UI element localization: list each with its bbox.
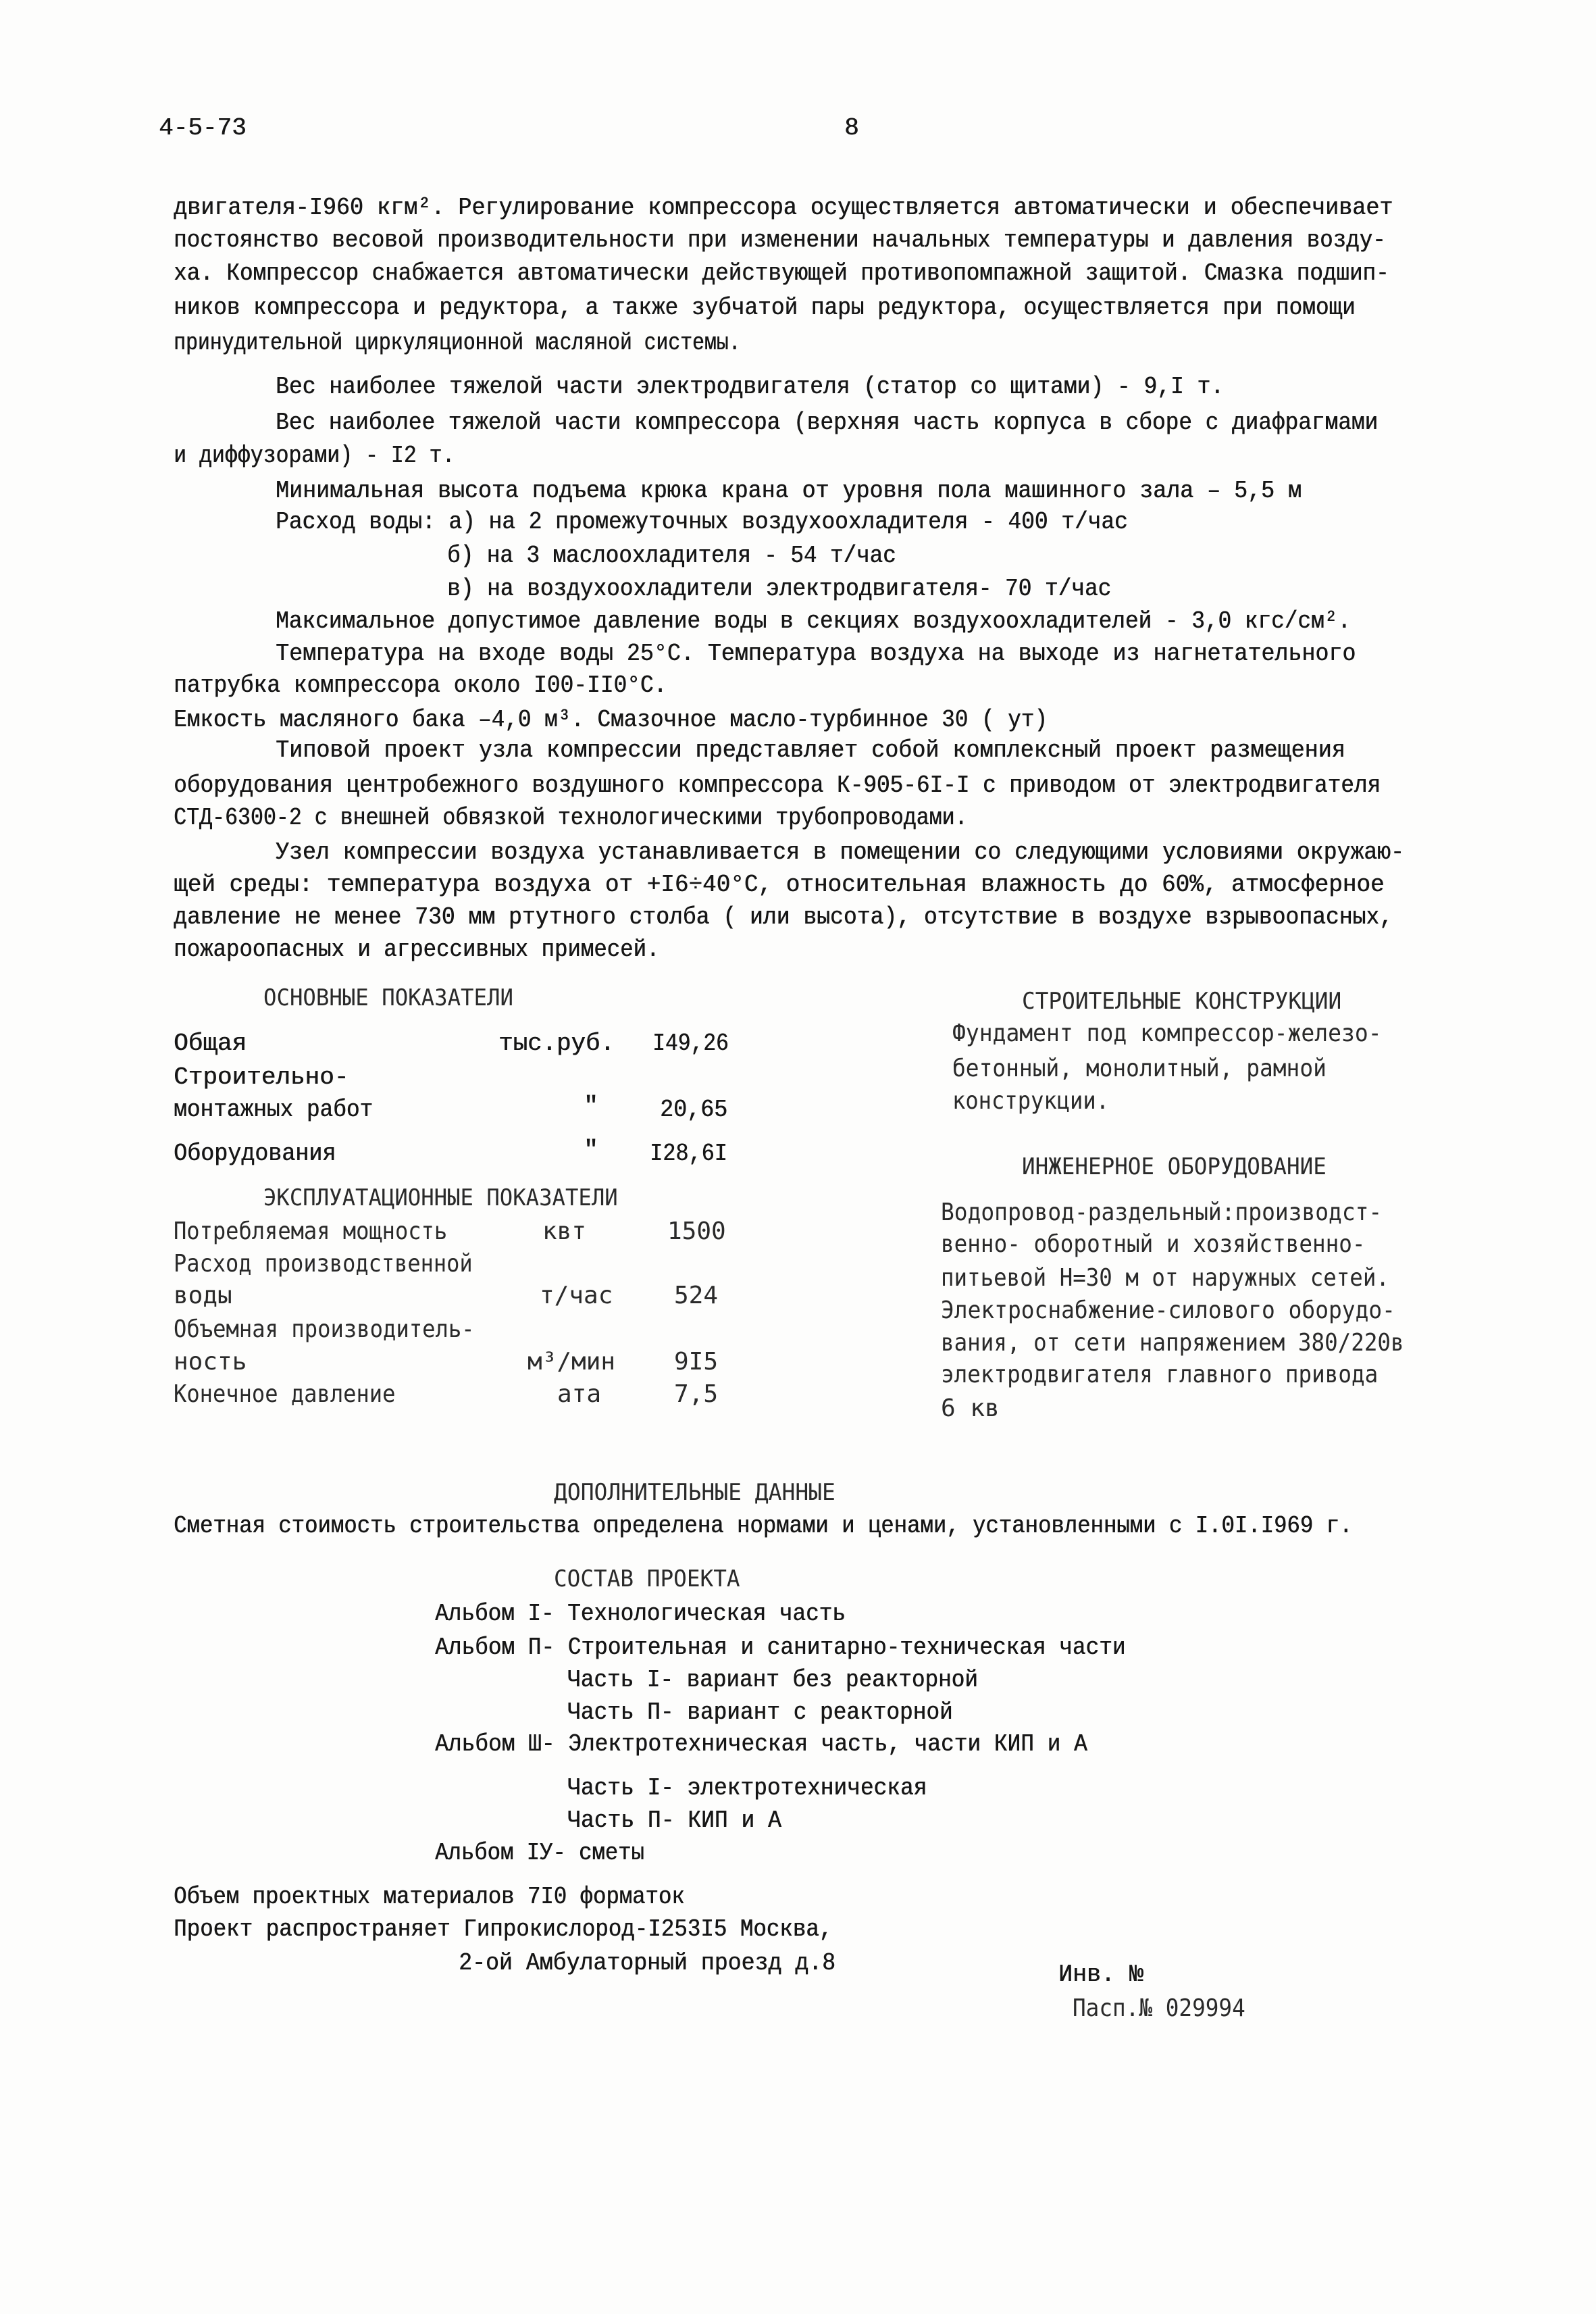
indicator-value: I49,26 [652, 1030, 729, 1057]
text-line: венно- оборотный и хозяйственно- [941, 1230, 1366, 1258]
operational-indicators-title: ЭКСПЛУАТАЦИОННЫЕ ПОКАЗАТЕЛИ [263, 1184, 618, 1211]
text-line: Вес наиболее тяжелой части электродвигателя (статор со щитами) - 9,I т. [276, 373, 1224, 401]
text-line: двигателя-I960 кгм². Регулирование компрессора осуществляется автоматически и обеспечивает [174, 194, 1393, 222]
album-item: Альбом Ш- Электротехническая часть, части КИП и А [435, 1730, 1087, 1758]
indicator-label: монтажных работ [174, 1096, 374, 1124]
inventory-number: Инв. № [1058, 1961, 1143, 1988]
document-code: 4-5-73 [159, 114, 247, 142]
passport-number: Пасп.№ 029994 [1073, 1994, 1245, 2022]
indicator-value: 1500 [667, 1217, 726, 1245]
engineering-equipment-title: ИНЖЕНЕРНОЕ ОБОРУДОВАНИЕ [1022, 1153, 1327, 1180]
text-line: патрубка компрессора около I00-II0°С. [174, 672, 667, 699]
text-line: Вес наиболее тяжелой части компрессора (верхняя часть корпуса в сборе с диафрагмами [276, 409, 1379, 436]
text-line: конструкции. [952, 1087, 1110, 1115]
indicator-value: 7,5 [674, 1380, 719, 1408]
text-line: Сметная стоимость строительства определена нормами и ценами, установленными с I.0I.I969 г. [174, 1512, 1353, 1540]
indicator-value: 524 [674, 1282, 719, 1309]
indicator-unit: ″ [584, 1136, 598, 1164]
text-line: ников компрессора и редуктора, а также зубчатой пары редуктора, осуществляется при помощи [174, 294, 1356, 322]
building-structures-title: СТРОИТЕЛЬНЫЕ КОНСТРУКЦИИ [1022, 988, 1342, 1015]
text-line: Фундамент под компрессор-железо- [952, 1020, 1382, 1047]
text-line: бетонный, монолитный, рамной [952, 1055, 1327, 1082]
text-line: Максимальное допустимое давление воды в секциях воздухоохладителей - 3,0 кгс/см². [276, 607, 1351, 635]
album-part: Часть I- электротехническая [567, 1774, 927, 1802]
text-line: Температура на входе воды 25°С. Температура воздуха на выходе из нагнетательного [276, 640, 1356, 668]
indicator-label: воды [174, 1282, 232, 1309]
main-indicators-title: ОСНОВНЫЕ ПОКАЗАТЕЛИ [263, 984, 513, 1011]
text-line: Электроснабжение-силового оборудо- [941, 1297, 1395, 1324]
indicator-unit: м³/мин [527, 1348, 616, 1376]
album-part: Часть П- вариант с реакторной [567, 1699, 953, 1726]
text-line: СТД-6300-2 с внешней обвязкой технологическими трубопроводами. [174, 804, 968, 832]
text-line: Типовой проект узла компрессии представляет собой комплексный проект размещения [276, 736, 1345, 764]
text-line: в) на воздухоохладители электродвигателя- 70 т/час [447, 575, 1112, 603]
text-line: б) на 3 маслоохладителя - 54 т/час [447, 542, 896, 570]
text-line: Минимальная высота подъема крюка крана от уровня пола машинного зала – 5,5 м [276, 477, 1302, 505]
text-line: электродвигателя главного привода [941, 1361, 1379, 1388]
indicator-label: Расход производственной [174, 1250, 473, 1278]
text-line: давление не менее 730 мм ртутного столба ( или высота), отсутствие в воздухе взрывоопасных, [174, 903, 1393, 931]
text-line: оборудования центробежного воздушного компрессора К-905-6I-I с приводом от электродвигателя [174, 772, 1381, 799]
text-line: щей среды: температура воздуха от +I6÷40°С, относительная влажность до 60%, атмосферное [174, 871, 1385, 899]
additional-data-title: ДОПОЛНИТЕЛЬНЫЕ ДАННЫЕ [554, 1479, 835, 1506]
album-item: Альбом П- Строительная и санитарно-техническая части [435, 1634, 1126, 1661]
text-line: Емкость масляного бака –4,0 м³. Смазочное масло-турбинное 30 ( ут) [174, 706, 1048, 734]
text-line: питьевой Н=30 м от наружных сетей. [941, 1264, 1389, 1292]
indicator-unit: тыс.руб. [498, 1030, 615, 1057]
indicator-unit: т/час [540, 1282, 613, 1309]
indicator-value: 20,65 [660, 1096, 728, 1124]
indicator-label: Потребляемая мощность [174, 1217, 448, 1245]
materials-volume: Объем проектных материалов 7I0 форматок [174, 1883, 685, 1911]
text-line: ха. Компрессор снабжается автоматически действующей противопомпажной защитой. Смазка подшип- [174, 259, 1389, 287]
indicator-label: Общая [174, 1030, 247, 1057]
indicator-label: Оборудования [174, 1140, 336, 1167]
album-part: Часть I- вариант без реакторной [567, 1666, 978, 1694]
indicator-value: I28,6I [650, 1140, 727, 1167]
text-line: и диффузорами) - I2 т. [174, 442, 455, 470]
indicator-unit: ата [557, 1380, 602, 1408]
text-line: постоянство весовой производительности при изменении начальных температуры и давления возду- [174, 226, 1386, 254]
album-part: Часть П- КИП и А [567, 1807, 781, 1834]
distributor-address: 2-ой Амбулаторный проезд д.8 [459, 1949, 835, 1977]
indicator-label: Конечное давление [174, 1380, 396, 1408]
text-line: принудительной циркуляционной масляной системы. [174, 329, 741, 357]
text-line: 6 кв [941, 1394, 1000, 1422]
text-line: вания, от сети напряжением 380/220в [941, 1329, 1404, 1357]
text-line: Расход воды: а) на 2 промежуточных воздухоохладителя - 400 т/час [276, 508, 1128, 536]
text-line: Водопровод-раздельный:производст- [941, 1199, 1383, 1226]
album-item: Альбом I- Технологическая часть [435, 1600, 846, 1628]
text-line: пожароопасных и агрессивных примесей. [174, 936, 660, 963]
indicator-value: 9I5 [674, 1348, 719, 1376]
distributor: Проект распространяет Гипрокислород-I253I5 Москва, [174, 1915, 833, 1943]
indicator-unit: квт [542, 1217, 587, 1245]
indicator-label: ность [174, 1348, 247, 1376]
indicator-label: Объемная производитель- [174, 1315, 475, 1343]
text-line: Узел компрессии воздуха устанавливается в помещении со следующими условиями окружаю- [276, 838, 1404, 866]
indicator-label: Строительно- [174, 1063, 349, 1091]
project-composition-title: СОСТАВ ПРОЕКТА [554, 1565, 740, 1592]
page-number: 8 [844, 114, 859, 142]
indicator-unit: ″ [584, 1092, 598, 1120]
album-item: Альбом IУ- сметы [435, 1839, 644, 1867]
